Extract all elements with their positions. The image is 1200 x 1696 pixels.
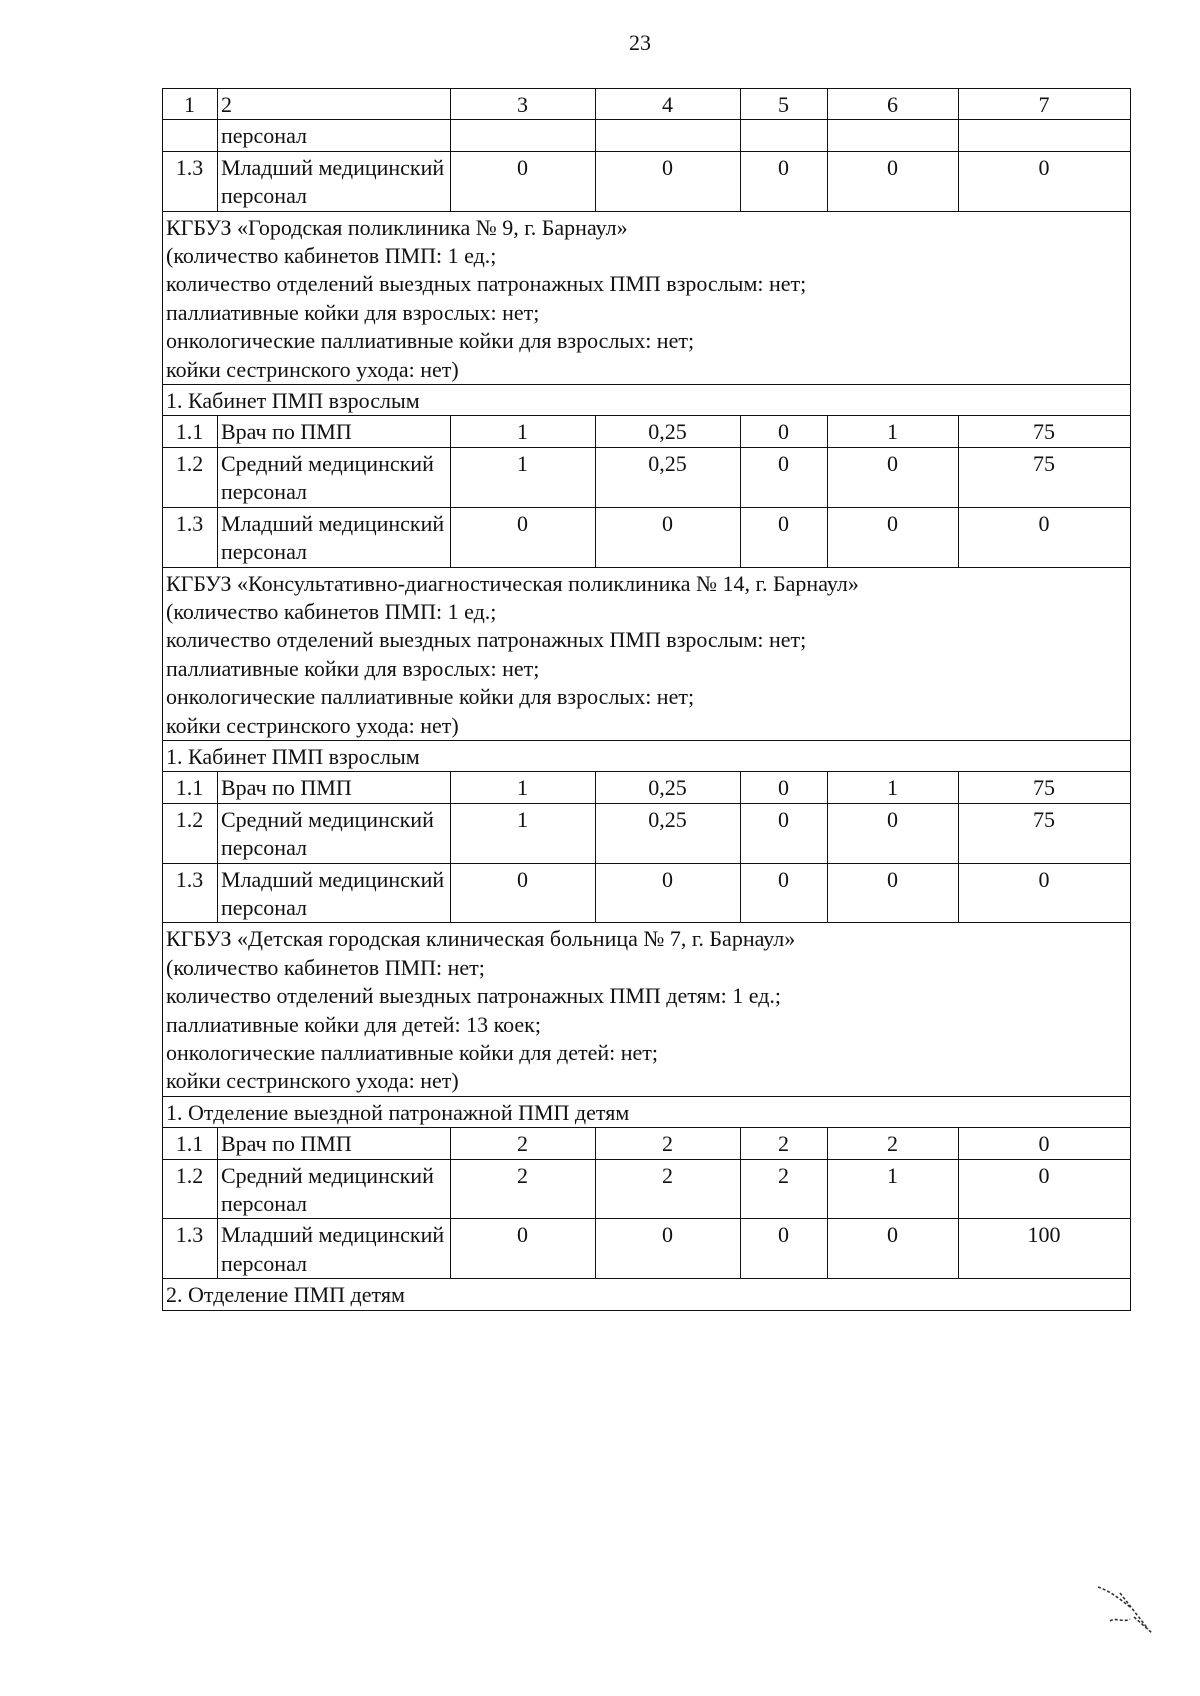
cell-col-1: 1.1 bbox=[163, 1128, 218, 1159]
cell-col-2: Средний медицинский персонал bbox=[218, 447, 451, 507]
info-line: количество отделений выездных патронажных ПМП детям: 1 ед.; bbox=[166, 983, 782, 1009]
cell-col-5: 0 bbox=[741, 151, 828, 211]
cell-col-4: 4 bbox=[596, 89, 741, 120]
cell-col-7: 7 bbox=[959, 89, 1131, 120]
cell-col-4: 0 bbox=[596, 863, 741, 923]
cell-col-1: 1.3 bbox=[163, 151, 218, 211]
info-line: (количество кабинетов ПМП: 1 ед.; bbox=[166, 243, 497, 269]
cell-col-3: 2 bbox=[451, 1128, 596, 1159]
info-line: койки сестринского ухода: нет) bbox=[166, 356, 459, 382]
cell-col-1: 1.2 bbox=[163, 803, 218, 863]
table-header-row bbox=[163, 89, 1131, 120]
institution-info bbox=[163, 567, 1131, 740]
cell-col-1: 1.1 bbox=[163, 416, 218, 447]
cell-col-4: 0,25 bbox=[596, 416, 741, 447]
unit-heading bbox=[163, 740, 1131, 771]
cell-col-1: 1.1 bbox=[163, 772, 218, 803]
info-line: КГБУЗ «Городская поликлиника № 9, г. Барнаул» bbox=[166, 214, 628, 240]
cell-col-6: 1 bbox=[828, 416, 959, 447]
info-line: паллиативные койки для взрослых: нет; bbox=[166, 655, 540, 681]
cell-col-1 bbox=[163, 120, 218, 151]
info-line: (количество кабинетов ПМП: 1 ед.; bbox=[166, 598, 497, 624]
table-row bbox=[163, 1128, 1131, 1159]
cell-col-5: 2 bbox=[741, 1128, 828, 1159]
cell-col-4: 0 bbox=[596, 1219, 741, 1279]
cell-col-6: 2 bbox=[828, 1128, 959, 1159]
table-row bbox=[163, 447, 1131, 507]
cell-col-7: 0 bbox=[959, 1159, 1131, 1219]
cell-col-4: 2 bbox=[596, 1128, 741, 1159]
cell-col-2: Врач по ПМП bbox=[218, 1128, 451, 1159]
cell-col-3: 1 bbox=[451, 772, 596, 803]
page-number: 23 bbox=[629, 30, 651, 55]
cell-col-3: 3 bbox=[451, 89, 596, 120]
cell-col-2: Младший медицинский персонал bbox=[218, 1219, 451, 1279]
unit-heading-text: 1. Кабинет ПМП взрослым bbox=[163, 740, 1131, 771]
cell-col-4: 0,25 bbox=[596, 447, 741, 507]
cell-col-2: Средний медицинский персонал bbox=[218, 803, 451, 863]
cell-col-3 bbox=[451, 120, 596, 151]
cell-col-1: 1.3 bbox=[163, 507, 218, 567]
cell-col-7: 0 bbox=[959, 151, 1131, 211]
cell-col-6: 0 bbox=[828, 507, 959, 567]
cell-col-7: 75 bbox=[959, 416, 1131, 447]
cell-col-7: 0 bbox=[959, 507, 1131, 567]
table-row bbox=[163, 1219, 1131, 1279]
table-body bbox=[163, 89, 1131, 1311]
cell-col-5: 0 bbox=[741, 863, 828, 923]
info-line: количество отделений выездных патронажных ПМП взрослым: нет; bbox=[166, 627, 807, 653]
cell-col-7: 75 bbox=[959, 447, 1131, 507]
cell-col-4: 0,25 bbox=[596, 803, 741, 863]
signature-mark bbox=[1090, 1581, 1160, 1636]
cell-col-5 bbox=[741, 120, 828, 151]
institution-info-row bbox=[163, 923, 1131, 1096]
cell-col-6: 0 bbox=[828, 863, 959, 923]
cell-col-2: Младший медицинский персонал bbox=[218, 507, 451, 567]
cell-col-7: 75 bbox=[959, 803, 1131, 863]
table-row bbox=[163, 416, 1131, 447]
info-line: (количество кабинетов ПМП: нет; bbox=[166, 954, 485, 980]
cell-col-5: 0 bbox=[741, 803, 828, 863]
cell-col-7: 100 bbox=[959, 1219, 1131, 1279]
cell-col-1: 1.2 bbox=[163, 447, 218, 507]
cell-col-2: 2 bbox=[218, 89, 451, 120]
info-line: онкологические паллиативные койки для взрослых: нет; bbox=[166, 328, 695, 354]
info-line: онкологические паллиативные койки для детей: нет; bbox=[166, 1040, 659, 1065]
info-line: койки сестринского ухода: нет) bbox=[166, 712, 459, 738]
cell-col-3: 1 bbox=[451, 416, 596, 447]
info-line: койки сестринского ухода: нет) bbox=[166, 1068, 459, 1094]
info-line: КГБУЗ «Детская городская клиническая больница № 7, г. Барнаул» bbox=[166, 926, 796, 952]
institution-info-row bbox=[163, 567, 1131, 740]
cell-col-2: Врач по ПМП bbox=[218, 772, 451, 803]
cell-col-1: 1.3 bbox=[163, 1219, 218, 1279]
info-line: паллиативные койки для взрослых: нет; bbox=[166, 299, 540, 325]
info-line: КГБУЗ «Консультативно-диагностическая поликлиника № 14, г. Барнаул» bbox=[166, 570, 859, 596]
cell-col-4: 2 bbox=[596, 1159, 741, 1219]
table-row bbox=[163, 803, 1131, 863]
info-line: количество отделений выездных патронажных ПМП взрослым: нет; bbox=[166, 271, 807, 297]
table-row bbox=[163, 1159, 1131, 1219]
cell-col-4: 0 bbox=[596, 151, 741, 211]
cell-col-3: 2 bbox=[451, 1159, 596, 1219]
cell-col-7 bbox=[959, 120, 1131, 151]
table-row bbox=[163, 507, 1131, 567]
cell-col-2: Средний медицинский персонал bbox=[218, 1159, 451, 1219]
unit-heading-text: 1. Кабинет ПМП взрослым bbox=[163, 385, 1131, 416]
cell-col-3: 0 bbox=[451, 151, 596, 211]
institution-info-row bbox=[163, 211, 1131, 384]
cell-col-6: 0 bbox=[828, 151, 959, 211]
unit-heading bbox=[163, 1096, 1131, 1127]
unit-heading-text: 1. Отделение выездной патронажной ПМП детям bbox=[163, 1096, 1131, 1127]
unit-heading bbox=[163, 385, 1131, 416]
cell-col-3: 0 bbox=[451, 1219, 596, 1279]
cell-col-7: 0 bbox=[959, 1128, 1131, 1159]
table-row bbox=[163, 772, 1131, 803]
unit-heading bbox=[163, 1279, 1131, 1310]
cell-col-5: 0 bbox=[741, 507, 828, 567]
institution-info bbox=[163, 211, 1131, 384]
cell-col-6: 6 bbox=[828, 89, 959, 120]
cell-col-3: 1 bbox=[451, 803, 596, 863]
cell-col-5: 0 bbox=[741, 1219, 828, 1279]
cell-col-2: Врач по ПМП bbox=[218, 416, 451, 447]
cell-col-3: 0 bbox=[451, 863, 596, 923]
cell-col-3: 0 bbox=[451, 507, 596, 567]
cell-col-5: 2 bbox=[741, 1159, 828, 1219]
info-line: онкологические паллиативные койки для взрослых: нет; bbox=[166, 684, 695, 710]
cell-col-5: 0 bbox=[741, 447, 828, 507]
cell-col-6: 0 bbox=[828, 1219, 959, 1279]
cell-col-3: 1 bbox=[451, 447, 596, 507]
cell-col-6: 0 bbox=[828, 447, 959, 507]
cell-col-4: 0,25 bbox=[596, 772, 741, 803]
cell-col-1: 1.3 bbox=[163, 863, 218, 923]
cell-col-6: 1 bbox=[828, 772, 959, 803]
cell-col-5: 5 bbox=[741, 89, 828, 120]
cell-col-6 bbox=[828, 120, 959, 151]
cell-col-6: 1 bbox=[828, 1159, 959, 1219]
table-row bbox=[163, 151, 1131, 211]
unit-heading-text: 2. Отделение ПМП детям bbox=[163, 1279, 1131, 1310]
table-row bbox=[163, 863, 1131, 923]
cell-col-4: 0 bbox=[596, 507, 741, 567]
staffing-table bbox=[162, 88, 1131, 1311]
cell-col-5: 0 bbox=[741, 416, 828, 447]
info-line: паллиативные койки для детей: 13 коек; bbox=[166, 1011, 541, 1037]
table-row bbox=[163, 120, 1131, 151]
cell-col-1: 1 bbox=[163, 89, 218, 120]
cell-col-7: 0 bbox=[959, 863, 1131, 923]
cell-col-2: Младший медицинский персонал bbox=[218, 863, 451, 923]
cell-col-6: 0 bbox=[828, 803, 959, 863]
cell-col-1: 1.2 bbox=[163, 1159, 218, 1219]
cell-col-5: 0 bbox=[741, 772, 828, 803]
cell-col-4 bbox=[596, 120, 741, 151]
cell-col-7: 75 bbox=[959, 772, 1131, 803]
cell-col-2: Младший медицинский персонал bbox=[218, 151, 451, 211]
institution-info bbox=[163, 923, 1131, 1096]
cell-col-2: персонал bbox=[218, 120, 451, 151]
